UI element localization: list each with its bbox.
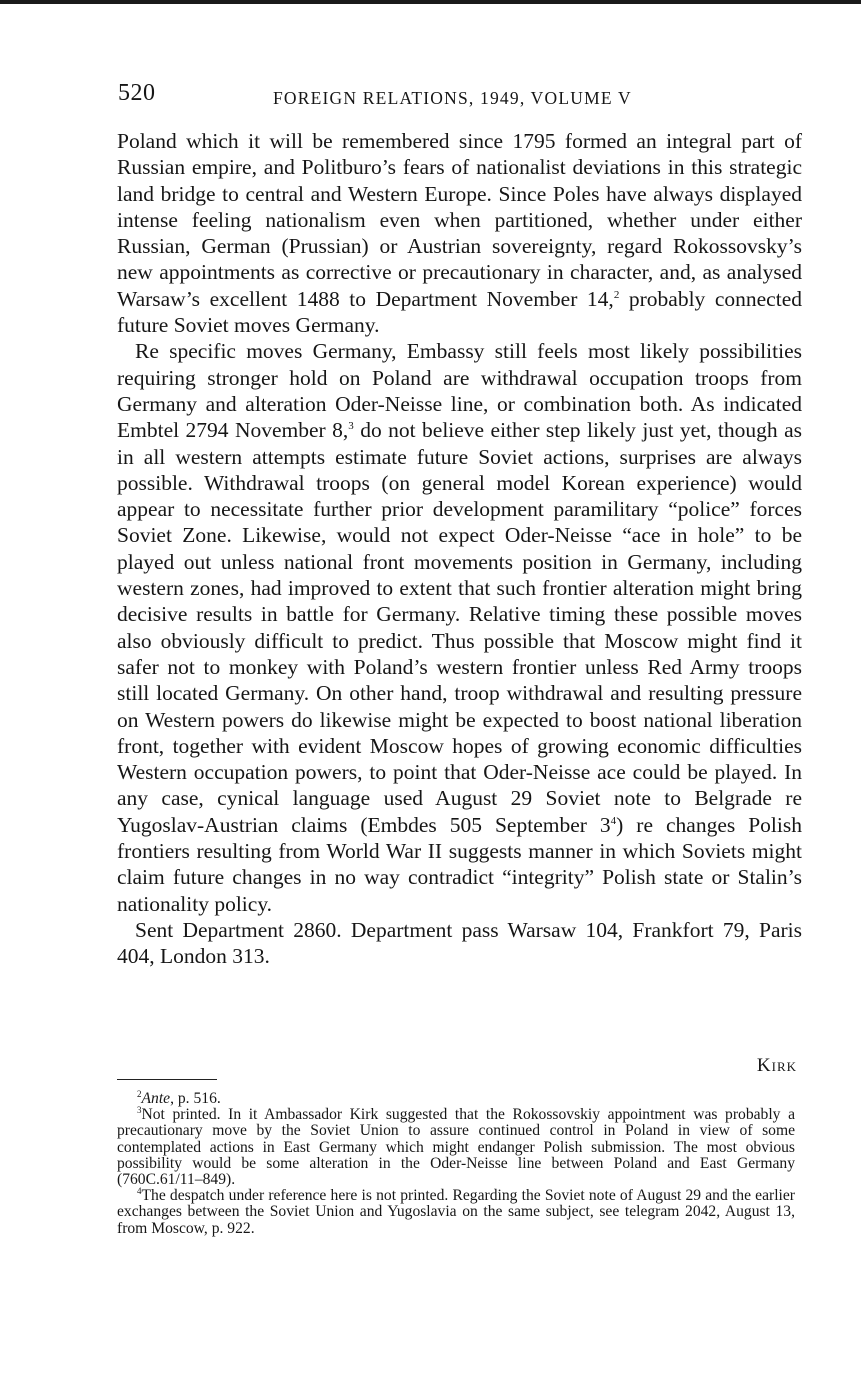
footnote-rule: [117, 1079, 217, 1080]
footnote-2-mark: 2: [137, 1089, 142, 1099]
paragraph-2-end: ) re changes Polish frontiers resulting from World War II suggests manner in which Soviets might claim future changes in no way contradict “integrity” Polish state or Stalin’s nationality policy.: [117, 812, 802, 916]
document-body: [117, 128, 802, 970]
paragraph-2-text: Re specific moves Germany, Embassy still feels most likely possibilities requiring stronger hold on Poland are withdrawal occupation troops from Germany and alteration Oder-Neisse line, or combination both. As indicated Embtel 2794 November 8,: [117, 339, 802, 443]
paragraph-2: [117, 338, 802, 917]
footnote-4: [117, 1188, 795, 1237]
page-number: 520: [118, 80, 156, 106]
footnote-ref-3: 3: [348, 420, 354, 433]
footnote-3-mark: 3: [137, 1105, 142, 1116]
footnote-4-mark: 4: [137, 1186, 142, 1197]
paragraph-2-middle: do not believe either step likely just yet, though as in all western attempts estimate future Soviet actions, surprises are always possible. Withdrawal troops (on general model Korean experience) would appear to necessitate further prior development paramilitary “police” forces Soviet Zone. Likewise, would not expect Oder-Neisse “ace in hole” to be played out unless national front movements position in Germany, including western zones, had improved to extent that such frontier alteration might bring decisive results in battle for Germany. Relative timing these possible moves also obviously difficult to predict. Thus possible that Moscow might find it safer not to monkey with Poland’s western frontier unless Red Army troops still located Germany. On other hand, troop withdrawal and resulting pressure on Western powers do likewise might be expected to boost national liberation front, together with evident Moscow hopes of growing economic difficulties Western occupation powers, to point that Oder-Neisse ace could be played. In any case, cynical language used August 29 Soviet note to Belgrade re Yugoslav-Austrian claims (Embdes 505 September 3: [117, 418, 802, 837]
paragraph-1-text: Poland which it will be remembered since 1795 formed an integral part of Russian empire, and Politburo’s fears of nationalist deviations in this strategic land bridge to central and Western Europe. Since Poles have always displayed intense feeling nationalism even when partitioned, whether under either Russian, German (Prussian) or Austrian sovereignty, regard Rokossovsky’s new appointments as corrective or precautionary in character, and, as analysed Warsaw’s excellent 1488 to Department November 14,: [117, 129, 802, 311]
footnote-ref-2: 2: [613, 288, 620, 301]
signature: Kirk: [756, 1055, 797, 1076]
page-header: [118, 80, 808, 116]
footnote-3: [117, 1107, 795, 1188]
top-edge-rule: [0, 0, 861, 4]
paragraph-1-end: probably connected future Soviet moves Germany.: [117, 286, 802, 338]
footnotes: [117, 1091, 795, 1237]
paragraph-1: [117, 128, 802, 338]
footnote-2-text: , p. 516.: [170, 1090, 221, 1107]
paragraph-3: Sent Department 2860. Department pass Warsaw 104, Frankfort 79, Paris 404, London 313.: [117, 917, 802, 969]
footnote-2-italic: Ante: [141, 1090, 171, 1107]
running-head: FOREIGN RELATIONS, 1949, VOLUME V: [273, 88, 632, 108]
footnote-4-text: The despatch under reference here is not printed. Regarding the Soviet note of August 29 and the earlier exchanges between the Soviet Union and Yugoslavia on the same subject, see telegram 2042, August 13, from Moscow, p. 922.: [117, 1187, 795, 1237]
footnote-2: [117, 1091, 795, 1107]
footnote-ref-4: 4: [610, 814, 617, 827]
footnote-3-text: Not printed. In it Ambassador Kirk suggested that the Rokossovskiy appointment was probably a precautionary move by the Soviet Union to assure continued control in Poland in view of some contemplated actions in East Germany which might endanger Polish submission. The most obvious possibility would be some alteration in the Oder-Neisse line between Poland and East Germany (760C.61/11–849).: [117, 1106, 795, 1189]
